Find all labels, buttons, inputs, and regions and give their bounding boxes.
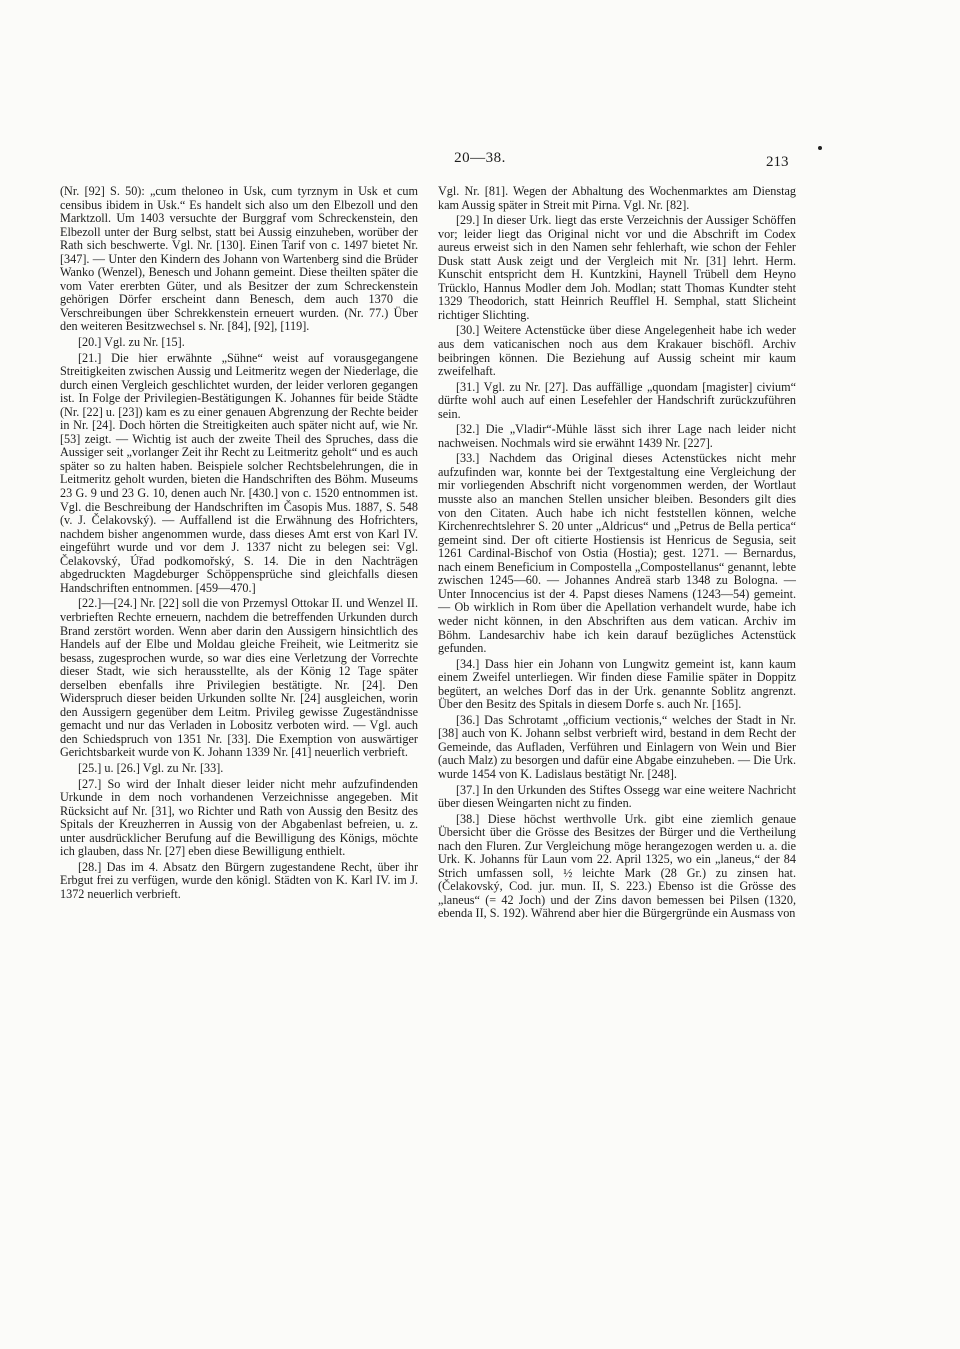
ink-speck [818,146,822,150]
paragraph: [36.] Das Schrotamt „officium vectionis,“ welches der Stadt in Nr. [38] auch von K. Johann selbst verbrieft wird, bestand in dem Recht der Gemeinde, das Aufladen, Verführen und Einlagern von Wein und Bier (auch Malz) zu besorgen und dafür eine Abgabe einzuheben. — Die Urk. wurde 1454 von K. Ladislaus bestätigt Nr. [248]. [438,712,796,781]
paragraph: [21.] Die hier erwähnte „Sühne“ weist auf vorausgegangene Streitigkeiten zwischen Aussig und Leitmeritz wegen der Niederlage, die durch einen Vergleich geschlichtet wurden, der leider verloren gegangen ist. In Folge der Privilegien-Bestätigungen K. Johannes für beide Städte (Nr. [22] u. [23]) kam es zu einer genauen Abgrenzung der Rechte beider in Nr. [24]. Doch hörten die Streitigkeiten auch später nicht auf, wie Nr. [53] zeigt. — Wichtig ist auch der zweite Theil des Spruches, dass die Aussiger seit „vorlanger Zeit ihr Recht zu Leitmeritz geholt“ und es auch später so zu halten haben. Beispiele solcher Rechtsbelehrungen, die in Leitmeritz geholt wurden, bieten die Handschriften des Böhm. Museums 23 G. 9 und 23 G. 10, denen auch Nr. [430.] von c. 1520 entnommen ist. Vgl. die Beschreibung der Handschriften im Časopis Mus. 1887, S. 548 (v. J. Čelakovský). — Auffallend ist die Erwähnung des Hofrichters, nachdem bisher angenommen wurde, dass dieses Amt erst von Karl IV. eingeführt wurde und vor dem J. 1337 nicht zu belegen sei: Vgl. Čelakovský, Úřad podkomořský, S. 14. Die in den Nachträgen abgedruckten Magdeburger Schöppensprüche sind gleichfalls diesen Handschriften entnommen. [459—470.] [60,350,418,595]
paragraph: [33.] Nachdem das Original dieses Actenstückes nicht mehr aufzufinden war, konnte bei der Textgestaltung eine Vergleichung der mir vorliegenden Abschrift nicht vorgenommen werden, der Wortlaut musste also an manchen Stellen unsicher bleiben. Besonders gilt dies von den Citaten. Auch habe ich nicht feststellen können, welche Kirchenrechtslehrer S. 20 unter „Aldricus“ und „Petrus de Bella pertica“ gemeint sind. Der oft citierte Hostiensis ist Henricus de Segusia, seit 1261 Cardinal-Bischof von Ostia (Hostia); gest. 1271. — Bernardus, nach einem Beneficium in Compostella „Compostellanus“ genannt, lebte zwischen 1245—60. — Johannes Andreä starb 1348 zu Bologna. — Unter Innocencius ist der 4. Papst dieses Namens (1243—54) gemeint. — Ob wirklich in Rom über die Apellation verhandelt wurde, habe ich weder nicht können, in den Abschriften aus dem vatican. Archiv im Böhm. Landesarchiv habe ich kein darauf bezügliches Actenstück gefunden. [438,451,796,656]
section-header: 20—38. [454,150,506,166]
paragraph: [29.] In dieser Urk. liegt das erste Verzeichnis der Aussiger Schöffen vor; leider liegt das Original nicht vor und die Abschrift im Codex aureus erweist sich in den Namen sehr fehlerhaft, wie schon der Fehler Dusk statt Ausk zeigt und der Vergleich mit Nr. [31] lehrt. Herm. Kunschit entspricht dem H. Kuntzkini, Haynell Trübell dem Heyno Trücklo, Hannus Modler dem Joh. Modlan; statt Thomas Kundter steht 1329 Theodorich, statt Heinrich Reufflel H. Semphal, statt Slicheint richtiger Slichting. [438,213,796,322]
paragraph: [27.] So wird der Inhalt dieser leider nicht mehr aufzufindenden Urkunde in dem noch vorhandenen Verzeichnisse angegeben. Mit Rücksicht auf Nr. [31], wo Richter und Rath von Aussig den Besitz des Spitals der Kreuzherren in Aussig von der Abgabenlast befreien, u. z. unter ausdrücklicher Berufung auf die Bewilligung des Königs, möchte ich glauben, dass Nr. [27] eben diese Bewilligung enthielt. [60,776,418,859]
paragraph: [20.] Vgl. zu Nr. [15]. [78,335,185,350]
left-column [60,185,418,901]
paragraph: Vgl. Nr. [81]. Wegen der Abhaltung des Wochenmarktes am Dienstag kam Aussig später in Streit mit Pirna. Vgl. Nr. [82]. [438,184,796,212]
page-number: 213 [766,154,789,170]
paragraph: [34.] Dass hier ein Johann von Lungwitz gemeint ist, kann kaum einem Zweifel unterliegen. Wir finden diese Familie später in Doppitz begütert, an welches Dorf das in der Urk. genannte Soblitz angrenzt. Über den Besitz des Spitals in diesem Dorfe s. auch Nr. [165]. [438,656,796,712]
paragraph: [31.] Vgl. zu Nr. [27]. Das auffällige „quondam [magister] civium“ dürfte wohl auch auf einen Lesefehler der Handschrift zurückzuführen sein. [438,379,796,421]
paragraph: [32.] Die „Vladir“-Mühle lässt sich ihrer Lage nach leider nicht nachweisen. Nochmals wird sie erwähnt 1439 Nr. [227]. [438,422,796,450]
paragraph: [25.] u. [26.] Vgl. zu Nr. [33]. [78,760,224,775]
paragraph: [37.] In den Urkunden des Stiftes Ossegg war eine weitere Nachricht über diesen Weingarten nicht zu finden. [438,782,796,811]
paragraph: (Nr. [92] S. 50): „cum theloneo in Usk, cum tyrznym in Usk et cum censibus ibidem in Usk.“ Es handelt sich also um den Elbezoll und den Marktzoll. Um 1403 versuchte der Burggraf vom Schreckenstein, den Elbezoll unter der Burg selbst, statt bei Aussig einzuheben, worüber der Rath sich beschwerte. Vgl. Nr. [130]. Einen Tarif von c. 1497 bietet Nr. [347]. — Unter den Kindern des Johann von Wartenberg sind die Brüder Wanko (Wenzel), Benesch und Johann gemeint. Diese theilten später die vom Vater ererbten Güter, und als Besitzer der zum Schreckenstein gehörigen Dörfer erscheint dann Benesch, dem auch 1370 die Verschreibungen über Schrekkenstein erneuert wurden. (Nr. 77.) Über den weiteren Besitzwechsel s. Nr. [84], [92], [119]. [60,184,418,334]
right-column [438,185,796,921]
paragraph: [30.] Weitere Actenstücke über diese Angelegenheit habe ich weder aus dem vaticanischen noch aus dem Krakauer bischöfl. Archiv beibringen können. Die Beziehung auf Aussig scheint mir kaum zweifelhaft. [438,323,796,379]
paragraph: [28.] Das im 4. Absatz den Bürgern zugestandene Recht, über ihr Erbgut frei zu verfügen, wurde den königl. Städten von K. Karl IV. im J. 1372 neuerlich verbrieft. [60,859,418,901]
paragraph: [22.]—[24.] Nr. [22] soll die von Przemysl Ottokar II. und Wenzel II. verbrieften Rechte erneuern, nachdem die betreffenden Urkunden durch Brand zerstört worden. Wenn aber darin den Aussigern hinsichtlich des Handels auf der Elbe und Moldau gleiche Freiheit, wie Leitmeritz sie besass, zugesprochen wurde, so war dies eine Verletzung der Vorrechte dieser Stadt, wie sich herausstellte, als der König 12 Tage später derselben ebenfalls ihre Privilegien bestätigte. Nr. [24]. Den Widerspruch dieser beiden Urkunden sollte Nr. [24] ausgleichen, worin den Aussigern gegenüber dem Leitm. Privileg gewisse Zugeständnisse gemacht und nur das Verladen in Lobositz verboten wird. — Vgl. auch den Schiedspruch von 1351 Nr. [33]. Die Exemption von auswärtiger Gerichtsbarkeit wurde von K. Johann 1339 Nr. [41] neuerlich verbrieft. [60,596,418,760]
paragraph: [38.] Diese höchst werthvolle Urk. gibt eine ziemlich genaue Übersicht über die Grösse des Besitzes der Bürger und die Vertheilung nach den Fluren. Zur Vergleichung möge herangezogen werden u. a. die Urk. K. Johanns für Laun vom 22. April 1325, wo ein „laneus,“ der 84 Strich umfassen soll, ½ leichte Mark (28 Gr.) zu zinsen hat. (Čelakovský, Cod. jur. mun. II, S. 223.) Ebenso ist die Grösse des „laneus“ (= 42 Joch) und der Zins davon bemessen bei Pilsen (1320, ebenda II, S. 192). Während aber hier die Bürgergründe ein Ausmass von [438,811,796,921]
